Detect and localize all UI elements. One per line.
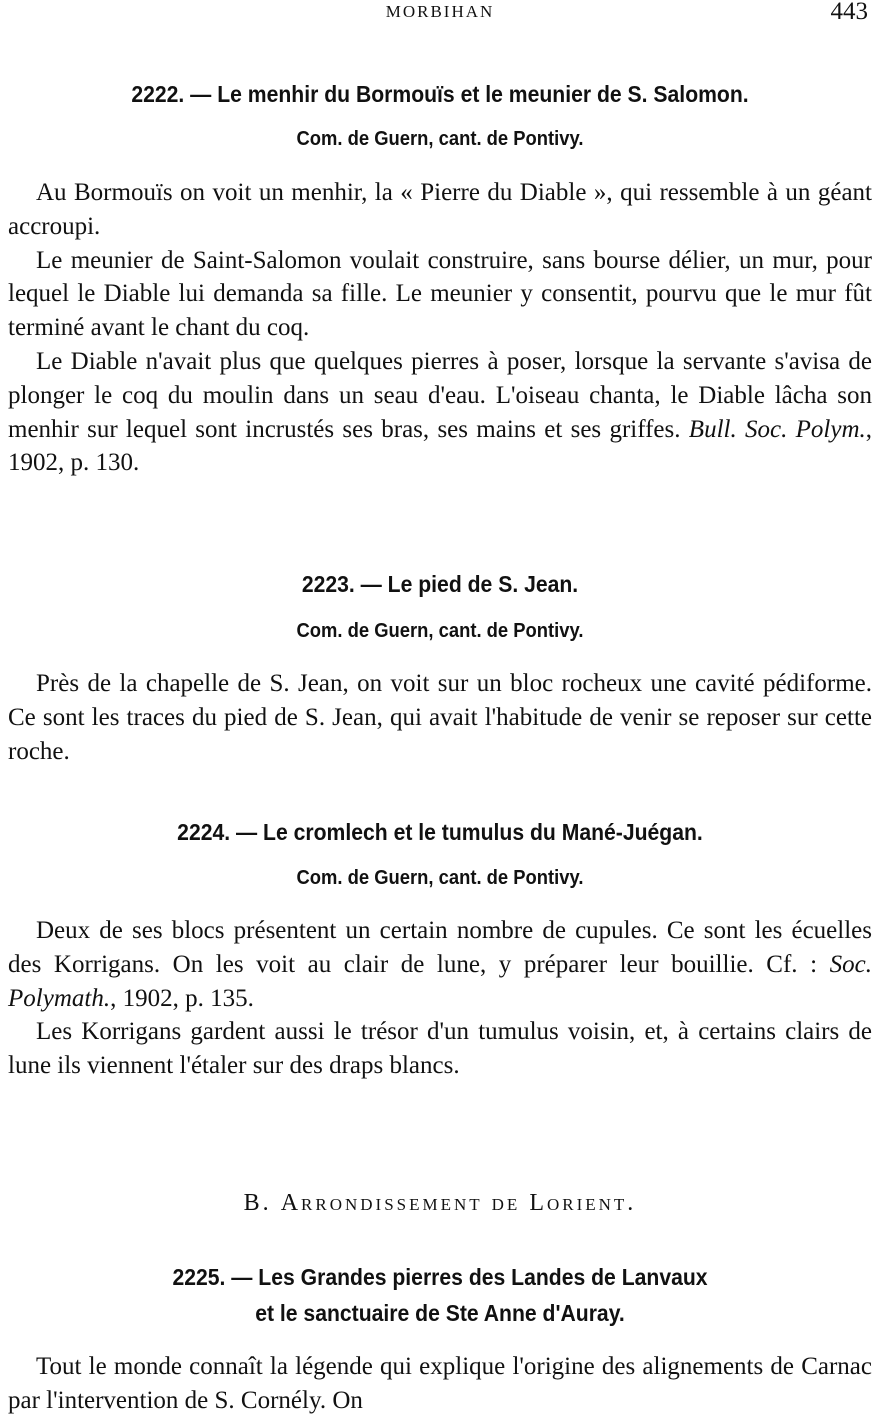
entry-2225-body	[0, 1350, 880, 1418]
entry-2224	[0, 814, 880, 850]
paragraph: Le Diable n'avait plus que quelques pierres à poser, lorsque la servante s'avisa de plonger le coq du moulin dans un seau d'eau. L'oiseau chanta, le Diable lâcha son menhir sur lequel sont incrustés ses bras, ses mains et ses griffes. Bull. Soc. Polym., 1902, p. 130.	[8, 347, 872, 477]
citation: Bull. Soc. Polym.	[688, 415, 866, 443]
entry-2223-body	[0, 667, 880, 768]
entry-heading: 2224. — Le cromlech et le tumulus du Mané-Juégan.	[177, 819, 703, 845]
entry-locality: Com. de Guern, cant. de Pontivy.	[296, 867, 584, 889]
entry-heading: 2223. — Le pied de S. Jean.	[301, 571, 579, 597]
entry-2222-locality-block	[0, 124, 880, 154]
entry-2224-locality-block	[0, 863, 880, 893]
entry-2223-locality-block	[0, 616, 880, 646]
entry-2222-body	[0, 176, 880, 480]
paragraph: Près de la chapelle de S. Jean, on voit sur un bloc rocheux une cavité pédiforme. Ce sont les traces du pied de S. Jean, qui avait l'habitude de venir se reposer sur cette roche.	[8, 670, 872, 765]
section-heading: B. Arrondissement de Lorient.	[243, 1190, 637, 1216]
entry-locality: Com. de Guern, cant. de Pontivy.	[296, 128, 584, 150]
paragraph: Le meunier de Saint-Salomon voulait construire, sans bourse délier, un mur, pour lequel le Diable lui demanda sa fille. Le meunier y consentit, pourvu que le mur fût terminé avant le chant du coq.	[8, 246, 872, 342]
page-number: 443	[830, 0, 868, 25]
citation: Soc. Polymath.	[8, 950, 873, 1012]
entry-locality: Com. de Guern, cant. de Pontivy.	[296, 620, 584, 642]
paragraph: Les Korrigans gardent aussi le trésor d'un tumulus voisin, et, à certains clairs de lune ils viennent l'étaler sur des draps blancs.	[8, 1018, 872, 1080]
running-title: MORBIHAN	[385, 2, 495, 21]
entry-2224-body	[0, 914, 880, 1083]
paragraph: Deux de ses blocs présentent un certain nombre de cupules. Ce sont les écuelles des Korrigans. On les voit au clair de lune, y préparer leur bouillie. Cf. : Soc. Polymath., 1902, p. 135.	[8, 917, 873, 1012]
running-head	[0, 0, 880, 40]
paragraph: Au Bormouïs on voit un menhir, la « Pierre du Diable », qui ressemble à un géant accroupi.	[8, 179, 872, 240]
entry-2225	[0, 1259, 880, 1331]
entry-heading: 2222. — Le menhir du Bormouïs et le meunier de S. Salomon.	[131, 81, 749, 107]
entry-2223	[0, 566, 880, 602]
entry-2222	[0, 76, 880, 112]
entry-heading-line-2: et le sanctuaire de Ste Anne d'Auray.	[255, 1300, 625, 1326]
entry-heading-line-1: 2225. — Les Grandes pierres des Landes de Lanvaux	[172, 1264, 708, 1290]
paragraph: Tout le monde connaît la légende qui explique l'origine des alignements de Carnac par l'intervention de S. Cornély. On	[8, 1353, 872, 1414]
